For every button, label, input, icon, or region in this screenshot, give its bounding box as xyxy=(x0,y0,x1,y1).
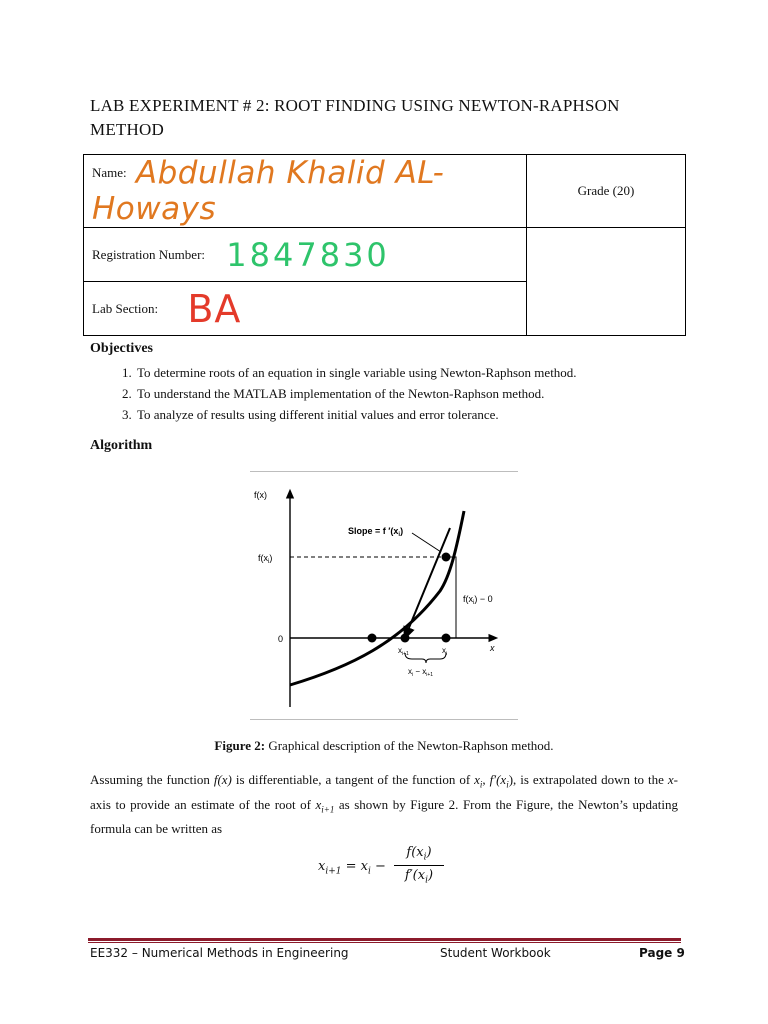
registration-label: Registration Number: xyxy=(92,246,206,262)
point-xi1 xyxy=(401,634,410,643)
step-label: $x_i - x_{i+1}$ xyxy=(408,667,434,678)
y-axis-label: f(x) xyxy=(254,490,267,500)
fxi-label: $f(x_i)$ xyxy=(258,553,273,565)
objective-item: 3. To analyze of results using different initial values and error tolerance. xyxy=(135,404,735,425)
newton-raphson-diagram xyxy=(250,471,518,720)
objectives-list xyxy=(90,362,735,425)
figure-caption xyxy=(0,738,768,754)
objective-item: 2. To understand the MATLAB implementation of the Newton-Raphson method. xyxy=(135,383,735,404)
registration-handwritten-value: 1847830 xyxy=(226,235,390,274)
name-handwritten-value: Abdullah Khalid AL-Howays xyxy=(92,155,445,227)
slope-leader-line xyxy=(412,533,441,552)
formula-fraction xyxy=(394,845,444,885)
grade-cell xyxy=(527,155,686,228)
caption-text: Graphical description of the Newton-Raphson method. xyxy=(265,738,554,753)
name-label: Name: xyxy=(92,165,127,180)
step-bracket xyxy=(405,653,446,663)
caption-label: Figure 2: xyxy=(214,738,266,753)
difference-label: $f(x_i) - 0$ xyxy=(463,594,493,606)
section-label: Lab Section: xyxy=(92,300,159,316)
section-cell xyxy=(84,282,527,336)
root-point xyxy=(368,634,377,643)
grade-value-cell xyxy=(527,228,686,336)
page-title: LAB EXPERIMENT # 2: ROOT FINDING USING NEWTON-RAPHSON METHOD xyxy=(90,96,620,139)
formula-denominator: $f'(x_i)$ xyxy=(404,867,434,886)
xi1-label: $x_{i+1}$ xyxy=(398,646,409,657)
xi-label: $x_i$ xyxy=(442,646,448,657)
footer-rule-thin xyxy=(88,942,681,943)
body-paragraph: Assuming the function f(x) is differentiable, a tangent of the function of $x_i$, $f'(x_i)$, is extrapolated down to the x-axis to provide an estimate of the root of $x_{i+1}$ as shown by Figure 2. From the Figure, the Newton’s updating formula can be written as xyxy=(90,772,678,837)
formula-numerator: $f(x_i)$ xyxy=(394,845,444,866)
point-xi-axis xyxy=(442,634,451,643)
algorithm-heading: Algorithm xyxy=(90,438,153,453)
registration-cell xyxy=(84,228,527,282)
name-cell xyxy=(84,155,527,228)
objective-item: 1. To determine roots of an equation in single variable using Newton-Raphson method. xyxy=(135,362,735,383)
x-axis-label: x xyxy=(490,643,495,653)
footer-course: EE332 – Numerical Methods in Engineering xyxy=(90,946,349,960)
objectives-heading: Objectives xyxy=(90,341,153,356)
formula-lhs: $x_{i+1} = x_i$ − xyxy=(318,859,386,877)
student-info-table xyxy=(83,154,686,336)
grade-label: Grade (20) xyxy=(577,183,635,198)
point-xi-curve xyxy=(442,553,451,562)
slope-label: Slope = f $'(x_i)$ xyxy=(348,526,404,538)
zero-label: 0 xyxy=(278,634,284,644)
footer-rule-thick xyxy=(88,938,681,941)
footer-page-number: Page 9 xyxy=(639,946,685,960)
section-handwritten-value: BA xyxy=(187,286,242,331)
newton-raphson-figure xyxy=(250,471,518,720)
footer-workbook: Student Workbook xyxy=(440,946,551,960)
